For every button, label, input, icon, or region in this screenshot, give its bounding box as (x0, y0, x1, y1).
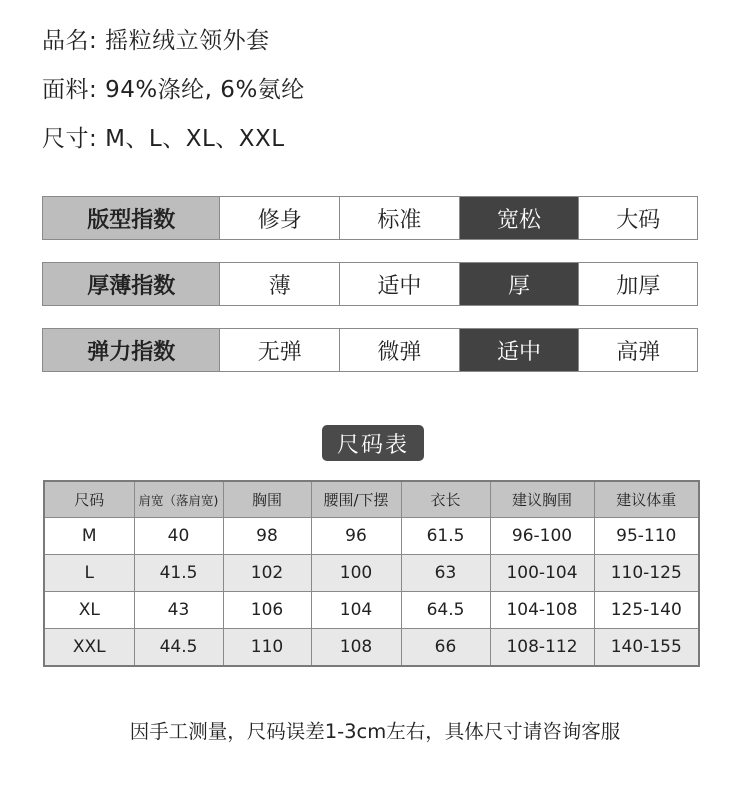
table-cell: 110 (223, 629, 311, 667)
thickness-index-row (42, 262, 698, 306)
stretch-option: 无弹 (219, 329, 339, 371)
fit-option: 修身 (219, 197, 339, 239)
header-size: 尺码 (44, 481, 134, 518)
table-cell: 106 (223, 592, 311, 629)
table-cell: 98 (223, 518, 311, 555)
thickness-index-label: 厚薄指数 (43, 263, 219, 305)
table-cell: 95-110 (594, 518, 699, 555)
product-name-line (42, 22, 270, 55)
table-cell: 100 (311, 555, 401, 592)
size-value: M、L、XL、XXL (105, 126, 285, 152)
header-suggested-weight: 建议体重 (594, 481, 699, 518)
table-cell: 43 (134, 592, 223, 629)
thickness-option: 厚 (459, 263, 579, 305)
table-row (44, 555, 699, 592)
header-length: 衣长 (401, 481, 490, 518)
header-suggested-chest: 建议胸围 (490, 481, 594, 518)
table-cell: 102 (223, 555, 311, 592)
table-cell: 61.5 (401, 518, 490, 555)
table-cell: M (44, 518, 134, 555)
size-label: 尺寸: (42, 126, 98, 152)
table-cell: 108 (311, 629, 401, 667)
header-shoulder: 肩宽（落肩宽) (134, 481, 223, 518)
size-line (42, 120, 285, 153)
header-waist: 腰围/下摆 (311, 481, 401, 518)
fabric-line (42, 71, 305, 104)
fit-option: 宽松 (459, 197, 579, 239)
table-cell: 140-155 (594, 629, 699, 667)
product-name-label: 品名: (42, 28, 98, 54)
thickness-option: 薄 (219, 263, 339, 305)
fabric-label: 面料: (42, 77, 98, 103)
table-cell: 41.5 (134, 555, 223, 592)
fit-option: 大码 (578, 197, 697, 239)
stretch-option: 适中 (459, 329, 579, 371)
table-cell: XXL (44, 629, 134, 667)
table-cell: 100-104 (490, 555, 594, 592)
size-table-header-row (44, 481, 699, 518)
table-cell: 64.5 (401, 592, 490, 629)
fit-option: 标准 (339, 197, 459, 239)
table-cell: 108-112 (490, 629, 594, 667)
table-cell: 40 (134, 518, 223, 555)
table-cell: 104 (311, 592, 401, 629)
header-chest: 胸围 (223, 481, 311, 518)
stretch-option: 微弹 (339, 329, 459, 371)
stretch-index-label: 弹力指数 (43, 329, 219, 371)
table-cell: 110-125 (594, 555, 699, 592)
measurement-note: 因手工测量，尺码误差1-3cm左右，具体尺寸请咨询客服 (129, 720, 621, 743)
fabric-value: 94%涤纶, 6%氨纶 (105, 77, 305, 103)
table-cell: 104-108 (490, 592, 594, 629)
fit-index-label: 版型指数 (43, 197, 219, 239)
table-cell: 125-140 (594, 592, 699, 629)
size-chart-title: 尺码表 (322, 425, 424, 461)
size-chart-table (43, 480, 700, 667)
table-cell: L (44, 555, 134, 592)
thickness-option: 适中 (339, 263, 459, 305)
thickness-option: 加厚 (578, 263, 697, 305)
table-cell: 66 (401, 629, 490, 667)
table-row (44, 518, 699, 555)
fit-index-row (42, 196, 698, 240)
table-cell: 63 (401, 555, 490, 592)
stretch-option: 高弹 (578, 329, 697, 371)
table-cell: XL (44, 592, 134, 629)
table-row (44, 592, 699, 629)
stretch-index-row (42, 328, 698, 372)
table-cell: 44.5 (134, 629, 223, 667)
table-cell: 96-100 (490, 518, 594, 555)
product-name-value: 摇粒绒立领外套 (105, 28, 270, 54)
table-cell: 96 (311, 518, 401, 555)
table-row (44, 629, 699, 667)
